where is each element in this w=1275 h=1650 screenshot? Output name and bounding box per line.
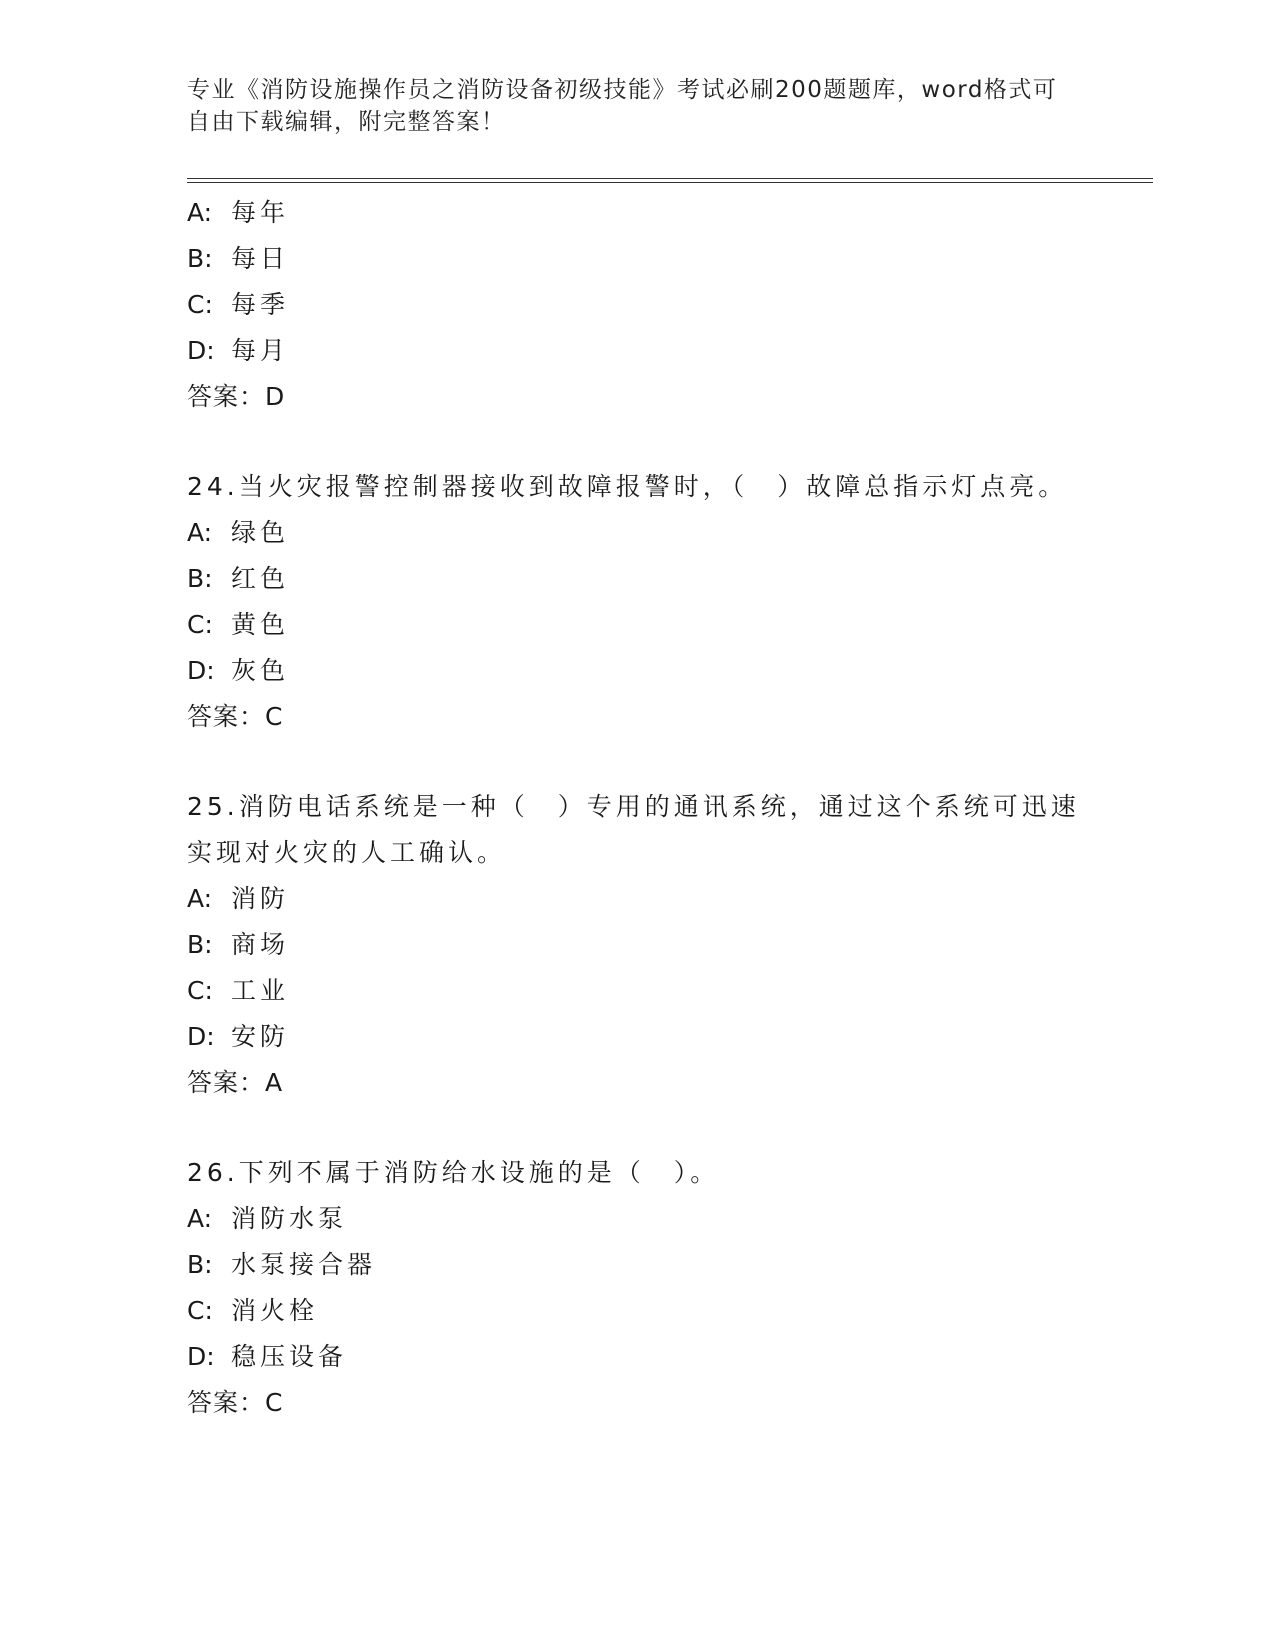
option-a — [187, 876, 1087, 922]
option-a — [187, 190, 1087, 236]
option-text: 商场 — [231, 930, 290, 959]
option-d — [187, 1014, 1087, 1060]
question-stem-line: 实现对火灾的人工确认。 — [187, 838, 507, 867]
option-b — [187, 922, 1087, 968]
document-header — [187, 74, 1087, 138]
option-a — [187, 510, 1087, 556]
option-text: 红色 — [231, 564, 290, 593]
option-c — [187, 968, 1087, 1014]
question-partial — [187, 190, 1087, 420]
option-label: B: — [187, 564, 213, 593]
option-label: B: — [187, 930, 213, 959]
option-d — [187, 328, 1087, 374]
header-divider-bottom — [187, 182, 1153, 183]
question-stem — [187, 784, 1087, 876]
option-c — [187, 282, 1087, 328]
header-divider-top — [187, 178, 1153, 179]
option-label: C: — [187, 290, 213, 319]
option-label: D: — [187, 336, 215, 365]
option-c — [187, 1288, 1087, 1334]
option-text: 工业 — [231, 976, 290, 1005]
option-text: 绿色 — [231, 518, 290, 547]
option-b — [187, 236, 1087, 282]
option-a — [187, 1196, 1087, 1242]
question-stem-line: 25.消防电话系统是一种（ ）专用的通讯系统，通过这个系统可迅速 — [187, 792, 1080, 821]
option-text: 灰色 — [231, 656, 290, 685]
answer-line: 答案：A — [187, 1068, 284, 1097]
question-25 — [187, 784, 1087, 1106]
option-label: C: — [187, 976, 213, 1005]
option-text: 每月 — [231, 336, 290, 365]
option-d — [187, 648, 1087, 694]
option-text: 每日 — [231, 244, 290, 273]
answer-line: 答案：C — [187, 1388, 284, 1417]
question-24 — [187, 464, 1087, 740]
option-text: 每年 — [231, 198, 290, 227]
option-label: A: — [187, 1204, 213, 1233]
option-label: A: — [187, 198, 213, 227]
option-label: C: — [187, 610, 213, 639]
option-text: 水泵接合器 — [231, 1250, 377, 1279]
header-line-1: 专业《消防设施操作员之消防设备初级技能》考试必刷200题题库，word格式可 — [187, 77, 1058, 103]
option-text: 黄色 — [231, 610, 290, 639]
option-text: 每季 — [231, 290, 290, 319]
option-label: D: — [187, 1022, 215, 1051]
option-text: 消防 — [231, 884, 290, 913]
option-d — [187, 1334, 1087, 1380]
question-stem-line: 24.当火灾报警控制器接收到故障报警时，（ ）故障总指示灯点亮。 — [187, 472, 1068, 501]
option-label: B: — [187, 1250, 213, 1279]
question-stem — [187, 464, 1087, 510]
answer-line: 答案：C — [187, 702, 284, 731]
question-stem-line: 26.下列不属于消防给水设施的是（ ）。 — [187, 1158, 720, 1187]
question-list — [187, 190, 1087, 1426]
question-26 — [187, 1150, 1087, 1426]
option-label: A: — [187, 884, 213, 913]
option-b — [187, 556, 1087, 602]
option-text: 消防水泵 — [231, 1204, 348, 1233]
option-text: 消火栓 — [231, 1296, 319, 1325]
option-label: A: — [187, 518, 213, 547]
option-text: 稳压设备 — [231, 1342, 348, 1371]
option-label: D: — [187, 656, 215, 685]
option-c — [187, 602, 1087, 648]
option-label: D: — [187, 1342, 215, 1371]
answer-line: 答案：D — [187, 382, 286, 411]
option-label: C: — [187, 1296, 213, 1325]
header-line-2: 自由下载编辑，附完整答案！ — [187, 109, 506, 135]
option-b — [187, 1242, 1087, 1288]
option-text: 安防 — [231, 1022, 290, 1051]
question-stem — [187, 1150, 1087, 1196]
option-label: B: — [187, 244, 213, 273]
